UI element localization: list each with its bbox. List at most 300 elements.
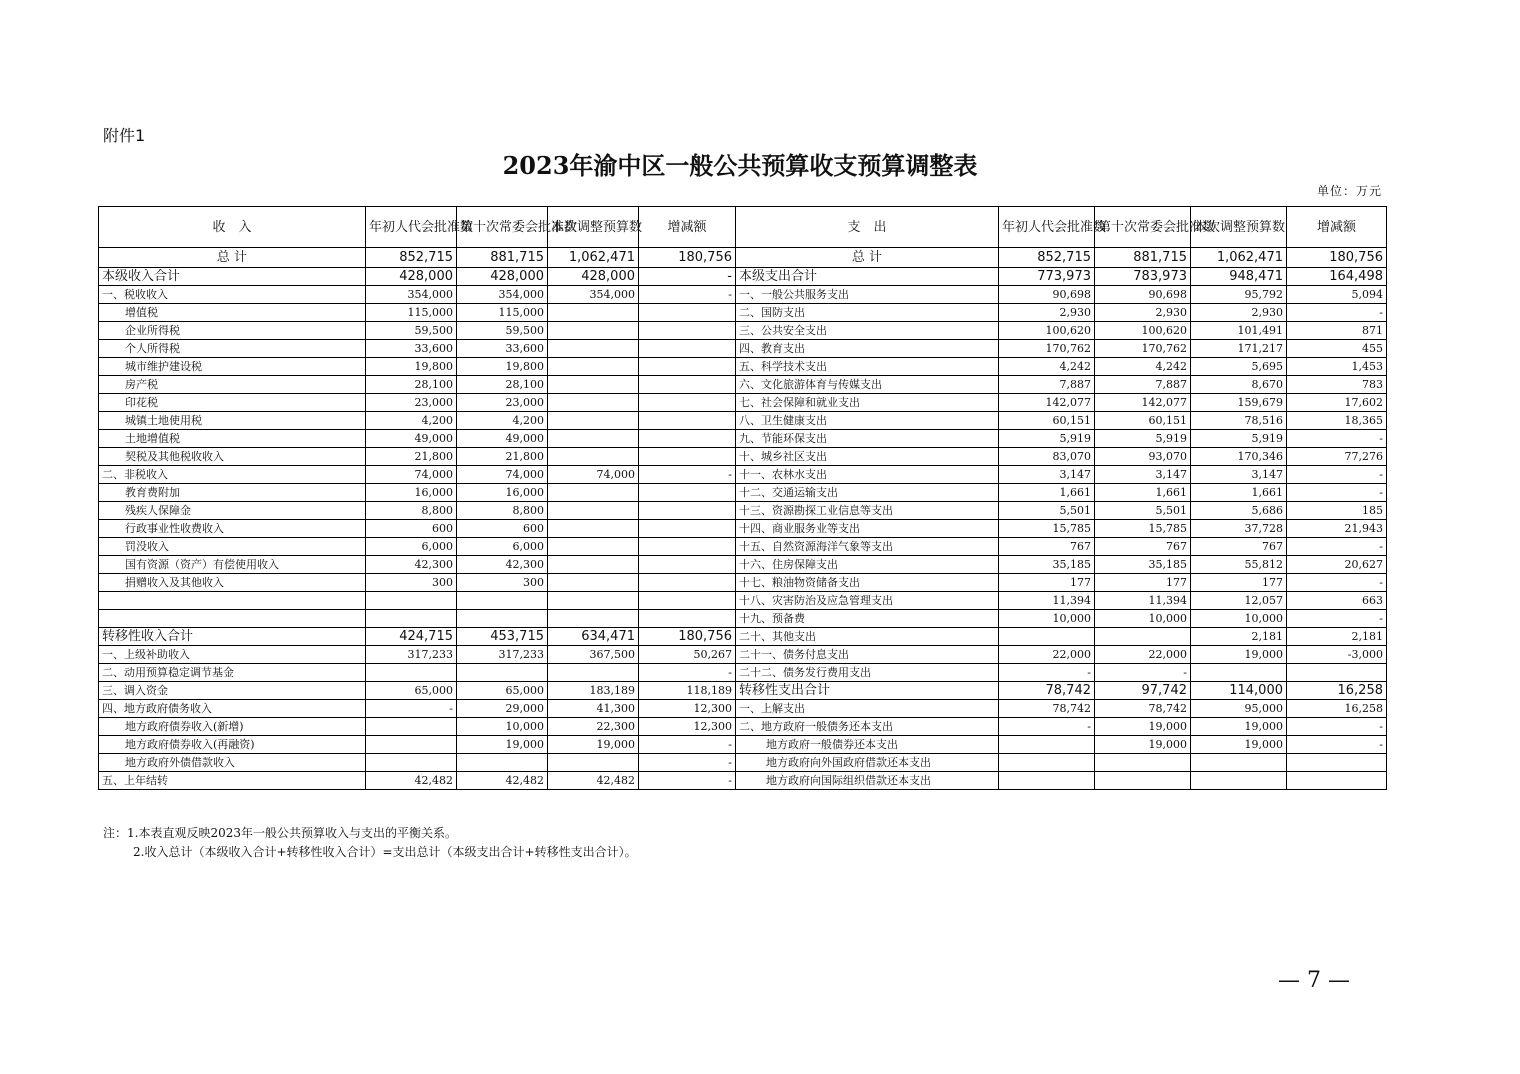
income-item-value: 19,000 [548,736,639,754]
income-item-value: 428,000 [548,268,639,286]
attachment-label: 附件1 [103,126,146,145]
expense-item-value: 177 [999,574,1095,592]
expense-item-label: 一、一般公共服务支出 [736,286,999,304]
expense-item-value: 18,365 [1287,412,1387,430]
income-item-value [548,430,639,448]
table-row [99,754,1387,772]
total-expense-value: 881,715 [1095,248,1191,268]
expense-item-value [1095,772,1191,790]
income-item-value [639,538,736,556]
income-item-value [548,538,639,556]
expense-header: 支 出 [736,207,999,248]
table-row [99,394,1387,412]
income-item-value: 65,000 [457,682,548,700]
income-item-value [639,430,736,448]
expense-item-value: 95,792 [1191,286,1287,304]
income-item-value: 317,233 [366,646,457,664]
income-item-value [366,664,457,682]
income-item-value [548,610,639,628]
income-item-value [548,484,639,502]
income-item-label: 一、上级补助收入 [99,646,366,664]
expense-item-value: -3,000 [1287,646,1387,664]
income-item-label: 残疾人保障金 [99,502,366,520]
expense-item-value: 7,887 [1095,376,1191,394]
expense-item-value: 773,973 [999,268,1095,286]
col3-header: 本次调整预算数 [1191,207,1287,248]
expense-item-label: 八、卫生健康支出 [736,412,999,430]
expense-item-label: 五、科学技术支出 [736,358,999,376]
income-item-value: 115,000 [457,304,548,322]
expense-item-value: 783,973 [1095,268,1191,286]
expense-item-value: 10,000 [999,610,1095,628]
income-item-value: 354,000 [366,286,457,304]
expense-item-value: - [1287,484,1387,502]
income-item-value [548,754,639,772]
expense-item-label: 二、地方政府一般债务还本支出 [736,718,999,736]
expense-item-value: 20,627 [1287,556,1387,574]
expense-item-value [999,736,1095,754]
total-income-value: 180,756 [639,248,736,268]
expense-item-value: 100,620 [1095,322,1191,340]
income-item-value [548,376,639,394]
income-item-value: 41,300 [548,700,639,718]
expense-item-value: 77,276 [1287,448,1387,466]
expense-item-value [999,772,1095,790]
income-item-value: 74,000 [457,466,548,484]
income-item-value: 300 [457,574,548,592]
expense-item-value [1191,772,1287,790]
total-expense-label: 总 计 [736,248,999,268]
income-item-value [457,664,548,682]
income-item-value: 118,189 [639,682,736,700]
expense-item-label: 六、文化旅游体育与传媒支出 [736,376,999,394]
expense-item-value: 5,501 [1095,502,1191,520]
income-item-label: 五、上年结转 [99,772,366,790]
income-item-value [639,340,736,358]
expense-item-value: 3,147 [999,466,1095,484]
total-income-value: 881,715 [457,248,548,268]
income-item-value: 74,000 [548,466,639,484]
note-line: 注：1.本表直观反映2023年一般公共预算收入与支出的平衡关系。 [103,826,457,840]
income-item-value [639,358,736,376]
expense-item-value: 2,930 [1095,304,1191,322]
expense-item-value: 83,070 [999,448,1095,466]
expense-item-value: 455 [1287,340,1387,358]
income-item-value: 49,000 [457,430,548,448]
income-item-value [548,358,639,376]
income-item-label: 四、地方政府债务收入 [99,700,366,718]
income-item-value: 300 [366,574,457,592]
expense-item-value: 5,919 [999,430,1095,448]
expense-item-label: 一、上解支出 [736,700,999,718]
expense-item-value: 78,742 [1095,700,1191,718]
expense-item-value [999,754,1095,772]
income-item-value [639,448,736,466]
expense-item-value: 1,453 [1287,358,1387,376]
expense-item-value: 35,185 [1095,556,1191,574]
expense-item-label: 二十一、债务付息支出 [736,646,999,664]
table-row [99,376,1387,394]
expense-item-value: 948,471 [1191,268,1287,286]
income-item-value: 42,300 [366,556,457,574]
income-item-value: - [639,466,736,484]
col1-header: 年初人代会批准数 [366,207,457,248]
expense-item-value: 2,181 [1287,628,1387,646]
income-item-value [548,664,639,682]
expense-item-value: 663 [1287,592,1387,610]
expense-item-value: 159,679 [1191,394,1287,412]
income-item-value: 59,500 [366,322,457,340]
income-item-value [639,484,736,502]
col4-header: 增减额 [1287,207,1387,248]
unit-label: 单位：万元 [1316,184,1382,198]
expense-item-value: 100,620 [999,322,1095,340]
expense-item-value: 60,151 [999,412,1095,430]
expense-item-label: 二、国防支出 [736,304,999,322]
expense-item-value: - [1095,664,1191,682]
expense-item-value: - [1287,736,1387,754]
expense-item-value: 10,000 [1095,610,1191,628]
income-item-value: 42,482 [457,772,548,790]
expense-item-value: 19,000 [1191,646,1287,664]
income-item-value: 16,000 [457,484,548,502]
income-item-value [366,754,457,772]
income-item-value: 49,000 [366,430,457,448]
table-row [99,484,1387,502]
expense-item-value: 164,498 [1287,268,1387,286]
budget-table [98,206,1387,790]
expense-item-value: 767 [1095,538,1191,556]
expense-item-value: 1,661 [1191,484,1287,502]
table-row [99,268,1387,286]
expense-item-label: 七、社会保障和就业支出 [736,394,999,412]
expense-item-value: 11,394 [1095,592,1191,610]
expense-item-label: 十八、灾害防治及应急管理支出 [736,592,999,610]
expense-item-value: 5,919 [1191,430,1287,448]
total-income-value: 1,062,471 [548,248,639,268]
expense-item-label: 地方政府一般债券还本支出 [736,736,999,754]
expense-item-label: 二十二、债务发行费用支出 [736,664,999,682]
expense-item-value: 21,943 [1287,520,1387,538]
expense-item-value: 5,094 [1287,286,1387,304]
income-item-value: 19,800 [366,358,457,376]
expense-item-value: 55,812 [1191,556,1287,574]
income-item-value: - [639,772,736,790]
expense-item-value: 767 [999,538,1095,556]
notes [103,824,637,862]
expense-item-value: 101,491 [1191,322,1287,340]
income-item-value: 10,000 [457,718,548,736]
expense-item-value: 177 [1191,574,1287,592]
income-item-label: 契税及其他税收收入 [99,448,366,466]
header-row [99,207,1387,248]
income-item-value [639,376,736,394]
expense-item-value: 10,000 [1191,610,1287,628]
income-item-label [99,610,366,628]
income-item-label: 捐赠收入及其他收入 [99,574,366,592]
income-item-value: 12,300 [639,718,736,736]
income-item-value: 424,715 [366,628,457,646]
expense-item-value: - [1287,466,1387,484]
income-item-value: 4,200 [457,412,548,430]
expense-item-value: 2,930 [1191,304,1287,322]
income-item-value: 42,300 [457,556,548,574]
expense-item-value: - [1287,304,1387,322]
expense-item-value: 19,000 [1095,718,1191,736]
income-item-label: 地方政府债券收入(再融资) [99,736,366,754]
expense-item-value: 7,887 [999,376,1095,394]
expense-item-value: 2,181 [1191,628,1287,646]
table-row [99,610,1387,628]
income-item-label: 地方政府外债借款收入 [99,754,366,772]
income-item-label: 地方政府债券收入(新增) [99,718,366,736]
expense-item-value: - [1287,538,1387,556]
income-item-label: 三、调入资金 [99,682,366,700]
expense-item-value: 12,057 [1191,592,1287,610]
table-row [99,466,1387,484]
expense-item-value: 3,147 [1095,466,1191,484]
expense-item-value: 37,728 [1191,520,1287,538]
expense-item-label: 二十、其他支出 [736,628,999,646]
expense-item-value: 22,000 [1095,646,1191,664]
expense-item-value [1287,772,1387,790]
income-item-value: 600 [457,520,548,538]
income-item-value: 19,800 [457,358,548,376]
expense-item-label: 十二、交通运输支出 [736,484,999,502]
income-item-label: 本级收入合计 [99,268,366,286]
expense-item-value: 11,394 [999,592,1095,610]
income-item-value: 21,800 [366,448,457,466]
income-item-value: 6,000 [366,538,457,556]
income-item-value [548,394,639,412]
expense-item-value: 5,695 [1191,358,1287,376]
income-item-label: 罚没收入 [99,538,366,556]
income-item-label: 城市维护建设税 [99,358,366,376]
income-item-label: 土地增值税 [99,430,366,448]
income-item-value: 21,800 [457,448,548,466]
page-number: — 7 — [1278,968,1350,993]
income-item-value [548,574,639,592]
expense-item-value: 78,516 [1191,412,1287,430]
income-item-value [548,520,639,538]
income-item-value: 74,000 [366,466,457,484]
expense-item-value [1287,664,1387,682]
expense-item-value: 171,217 [1191,340,1287,358]
income-item-value: 42,482 [366,772,457,790]
expense-item-value [1191,664,1287,682]
expense-item-label: 十五、自然资源海洋气象等支出 [736,538,999,556]
income-item-value [639,520,736,538]
expense-item-value: - [1287,574,1387,592]
income-item-value: 33,600 [366,340,457,358]
income-item-value [639,610,736,628]
income-item-value: 42,482 [548,772,639,790]
expense-item-label: 九、节能环保支出 [736,430,999,448]
expense-item-value: 19,000 [1191,736,1287,754]
expense-item-value: 142,077 [1095,394,1191,412]
income-item-value: 634,471 [548,628,639,646]
income-item-value [366,592,457,610]
expense-item-value: 4,242 [999,358,1095,376]
income-item-label: 增值税 [99,304,366,322]
expense-item-value: 4,242 [1095,358,1191,376]
expense-item-label: 本级支出合计 [736,268,999,286]
expense-item-value: 5,501 [999,502,1095,520]
expense-item-label: 十六、住房保障支出 [736,556,999,574]
income-item-value: 6,000 [457,538,548,556]
total-expense-value: 1,062,471 [1191,248,1287,268]
income-item-value: - [366,700,457,718]
income-item-label: 个人所得税 [99,340,366,358]
income-item-label: 转移性收入合计 [99,628,366,646]
income-item-value: 354,000 [457,286,548,304]
col2-header: 第十次常委会批准数 [457,207,548,248]
expense-item-value: 19,000 [1095,736,1191,754]
expense-item-value: 142,077 [999,394,1095,412]
income-item-value [548,556,639,574]
income-item-value: 4,200 [366,412,457,430]
income-item-value: - [639,268,736,286]
table-row [99,448,1387,466]
table-row [99,520,1387,538]
income-item-value: 29,000 [457,700,548,718]
income-item-value: 28,100 [457,376,548,394]
income-item-value: 367,500 [548,646,639,664]
expense-item-value: 177 [1095,574,1191,592]
expense-item-value: 1,661 [1095,484,1191,502]
income-item-value [457,610,548,628]
income-item-value: - [639,286,736,304]
table-row [99,430,1387,448]
expense-item-value: 2,930 [999,304,1095,322]
income-item-value: 428,000 [457,268,548,286]
income-item-value: 65,000 [366,682,457,700]
expense-item-value: 78,742 [999,700,1095,718]
col4-header: 增减额 [639,207,736,248]
expense-item-value: 15,785 [999,520,1095,538]
expense-item-value: 22,000 [999,646,1095,664]
income-item-label: 国有资源（资产）有偿使用收入 [99,556,366,574]
expense-item-value: 114,000 [1191,682,1287,700]
expense-item-value [999,628,1095,646]
income-item-value: 22,300 [548,718,639,736]
expense-item-value: 8,670 [1191,376,1287,394]
income-item-label: 印花税 [99,394,366,412]
expense-item-value: 767 [1191,538,1287,556]
table-row [99,412,1387,430]
expense-item-label: 三、公共安全支出 [736,322,999,340]
table-row [99,700,1387,718]
total-income-value: 852,715 [366,248,457,268]
income-item-value [457,754,548,772]
expense-item-value: 185 [1287,502,1387,520]
expense-item-value: 16,258 [1287,682,1387,700]
expense-item-label: 十三、资源勘探工业信息等支出 [736,502,999,520]
income-item-value [548,592,639,610]
income-item-value: 600 [366,520,457,538]
table-row [99,772,1387,790]
income-item-value: 50,267 [639,646,736,664]
table-row [99,574,1387,592]
expense-item-value: 170,762 [1095,340,1191,358]
expense-item-label: 地方政府向国际组织借款还本支出 [736,772,999,790]
total-income-label: 总 计 [99,248,366,268]
expense-item-value: 35,185 [999,556,1095,574]
income-item-label: 行政事业性收费收入 [99,520,366,538]
income-item-value: 59,500 [457,322,548,340]
income-item-value: 28,100 [366,376,457,394]
income-item-value: - [639,754,736,772]
income-item-value [366,736,457,754]
expense-item-value [1287,754,1387,772]
expense-item-value: - [1287,718,1387,736]
expense-item-value: 78,742 [999,682,1095,700]
income-item-value [548,304,639,322]
expense-item-label: 十、城乡社区支出 [736,448,999,466]
income-item-label: 二、非税收入 [99,466,366,484]
expense-item-value: - [999,718,1095,736]
income-item-value: 428,000 [366,268,457,286]
expense-item-value: 871 [1287,322,1387,340]
income-item-label: 教育费附加 [99,484,366,502]
income-item-value: 115,000 [366,304,457,322]
expense-item-label: 十七、粮油物资储备支出 [736,574,999,592]
expense-item-value: 16,258 [1287,700,1387,718]
table-row [99,538,1387,556]
table-row [99,556,1387,574]
table-row [99,502,1387,520]
income-item-value: 33,600 [457,340,548,358]
table-row [99,286,1387,304]
income-item-value: - [639,664,736,682]
income-item-value: 19,000 [457,736,548,754]
expense-item-value [1095,754,1191,772]
income-item-value [548,502,639,520]
income-item-value [639,592,736,610]
income-item-value: 8,800 [366,502,457,520]
table-row [99,592,1387,610]
table-row [99,628,1387,646]
expense-item-value: 3,147 [1191,466,1287,484]
income-item-value: 317,233 [457,646,548,664]
income-item-value [548,322,639,340]
income-item-value [639,556,736,574]
expense-item-value: 170,762 [999,340,1095,358]
expense-item-value: 19,000 [1191,718,1287,736]
expense-item-value: 60,151 [1095,412,1191,430]
col2-header: 第十次常委会批准数 [1095,207,1191,248]
expense-item-value: 95,000 [1191,700,1287,718]
expense-item-value: - [1287,430,1387,448]
income-item-value [548,448,639,466]
expense-item-label: 十九、预备费 [736,610,999,628]
income-item-label: 房产税 [99,376,366,394]
income-item-value [548,340,639,358]
income-item-value: 183,189 [548,682,639,700]
income-item-value [639,322,736,340]
income-item-value: 8,800 [457,502,548,520]
income-item-value [457,592,548,610]
expense-item-label: 十四、商业服务业等支出 [736,520,999,538]
table-row [99,340,1387,358]
income-item-value [366,610,457,628]
income-item-value: - [639,736,736,754]
table-row [99,322,1387,340]
expense-item-label: 四、教育支出 [736,340,999,358]
expense-item-value: 93,070 [1095,448,1191,466]
expense-item-value [1095,628,1191,646]
income-item-value: 12,300 [639,700,736,718]
